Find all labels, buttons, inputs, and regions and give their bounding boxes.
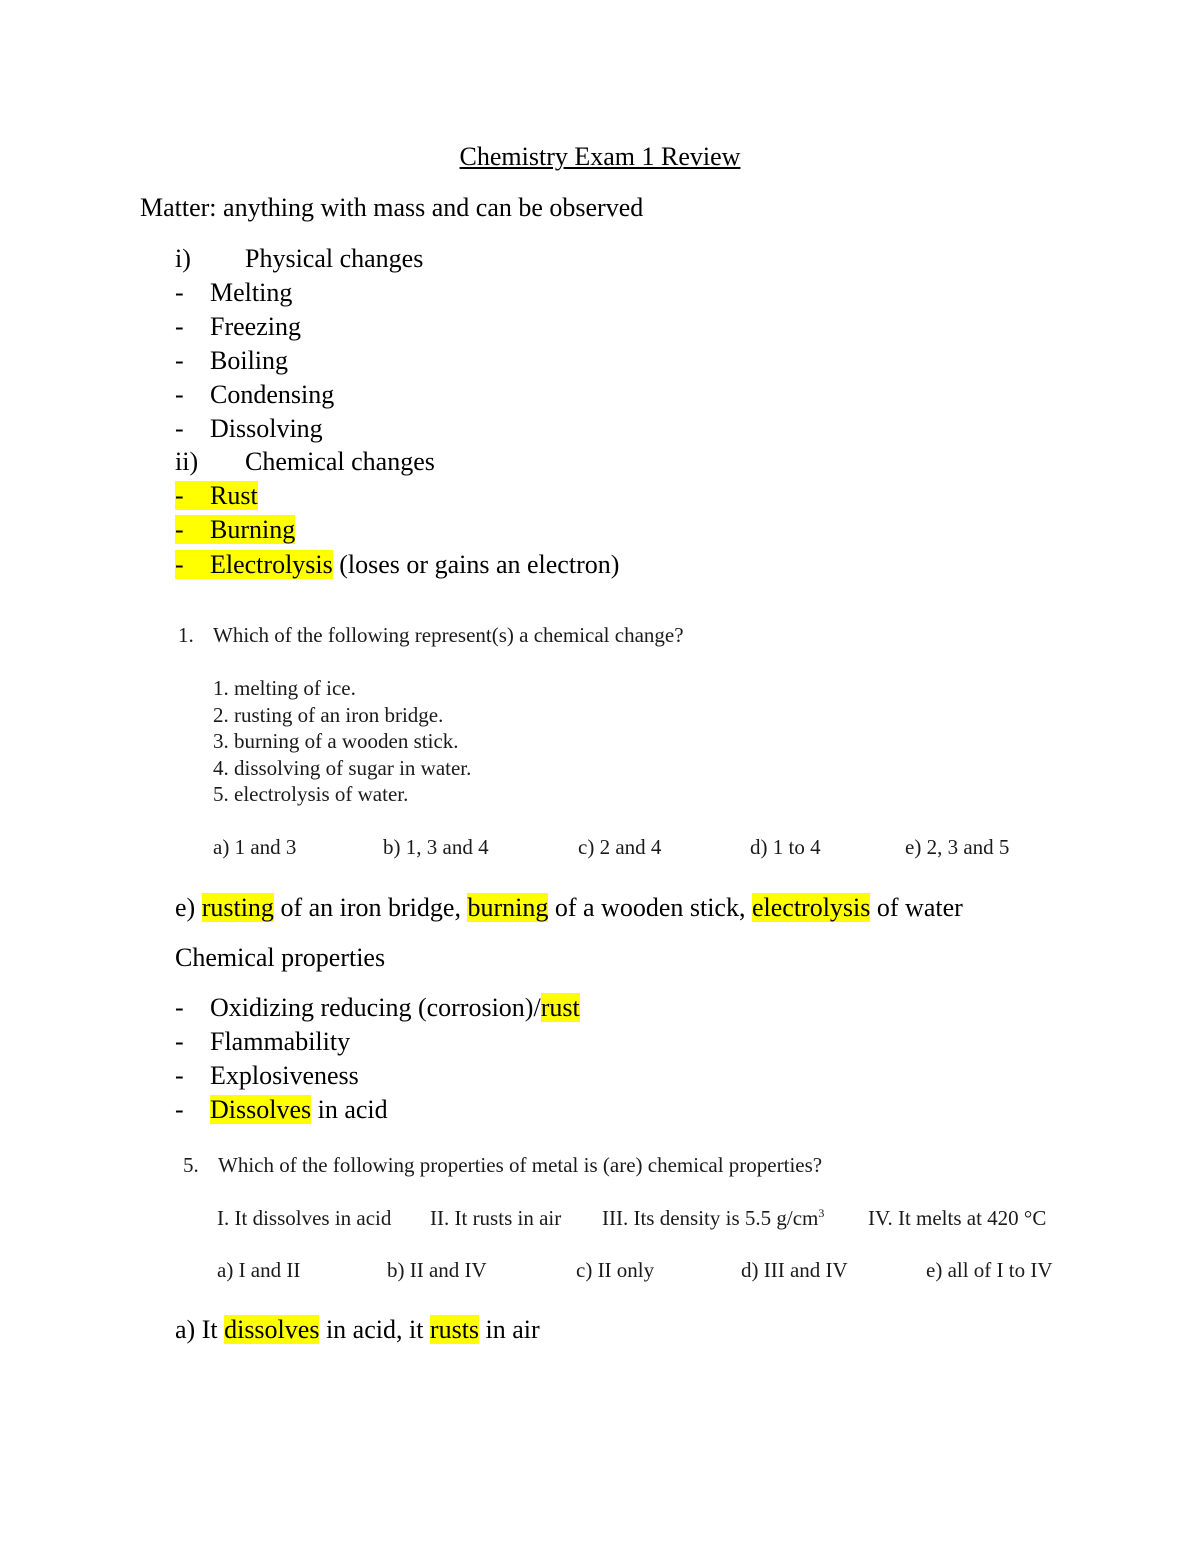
statement: III. Its density is 5.5 $g/cm^3$ [602, 1206, 825, 1230]
list-item: - Rust [175, 481, 258, 510]
answer-choice: b) 1, 3 and 4 [383, 835, 489, 859]
list-item: - Freezing [175, 312, 301, 341]
physical-changes-heading [175, 244, 423, 274]
list-item: - Condensing [175, 380, 335, 409]
physical-num: i) [175, 244, 191, 273]
list-item: - Electrolysis (loses or gains an electron) [175, 550, 620, 579]
page-title: Chemistry Exam 1 Review [459, 142, 741, 171]
answer-choice: b) II and IV [387, 1258, 487, 1282]
answer-choice: a) 1 and 3 [213, 835, 297, 859]
list-item: - Dissolves in acid [175, 1095, 388, 1124]
answer-1: e) rusting of an iron bridge, burning of a wooden stick, electrolysis of water [175, 893, 963, 922]
list-item: - Boiling [175, 346, 289, 375]
electrolysis-note: (loses or gains an electron) [332, 550, 620, 579]
chemical-changes-heading [175, 447, 435, 477]
chemical-properties-heading: Chemical properties [175, 943, 386, 972]
list-item: - Flammability [175, 1027, 351, 1056]
question-option: 4. dissolving of sugar in water. [213, 756, 472, 780]
statement: IV. It melts at 420 °C [868, 1206, 1047, 1230]
list-item: - Dissolving [175, 414, 323, 443]
answer-choice: c) II only [576, 1258, 655, 1282]
chemical-num: ii) [175, 447, 199, 476]
question-option: 1. melting of ice. [213, 676, 356, 700]
question-5 [183, 1152, 822, 1178]
question-text: Which of the following represent(s) a chemical change? [213, 623, 684, 647]
physical-label: Physical changes [245, 244, 424, 273]
list-item: - Oxidizing reducing (corrosion)/rust [175, 993, 580, 1022]
question-number: 5. [183, 1153, 199, 1177]
answer-choice: e) all of I to IV [926, 1258, 1053, 1282]
answer-choice: e) 2, 3 and 5 [905, 835, 1010, 859]
question-1 [178, 622, 684, 648]
answer-choice: d) III and IV [741, 1258, 848, 1282]
question-option: 5. electrolysis of water. [213, 782, 409, 806]
question-option: 3. burning of a wooden stick. [213, 729, 459, 753]
chemical-label: Chemical changes [245, 447, 435, 476]
question-option: 2. rusting of an iron bridge. [213, 703, 444, 727]
statement: I. It dissolves in acid [217, 1206, 392, 1230]
answer-choice: c) 2 and 4 [578, 835, 662, 859]
list-item: - Melting [175, 278, 293, 307]
list-item: - Burning [175, 515, 296, 544]
question-text: Which of the following properties of metal is (are) chemical properties? [218, 1153, 823, 1177]
statement: II. It rusts in air [430, 1206, 562, 1230]
list-item: - Explosiveness [175, 1061, 359, 1090]
answer-5: a) It dissolves in acid, it rusts in air [175, 1315, 540, 1344]
answer-choice: d) 1 to 4 [750, 835, 821, 859]
question-number: 1. [178, 623, 194, 647]
answer-choice: a) I and II [217, 1258, 301, 1282]
matter-definition: Matter: anything with mass and can be observed [140, 193, 644, 222]
